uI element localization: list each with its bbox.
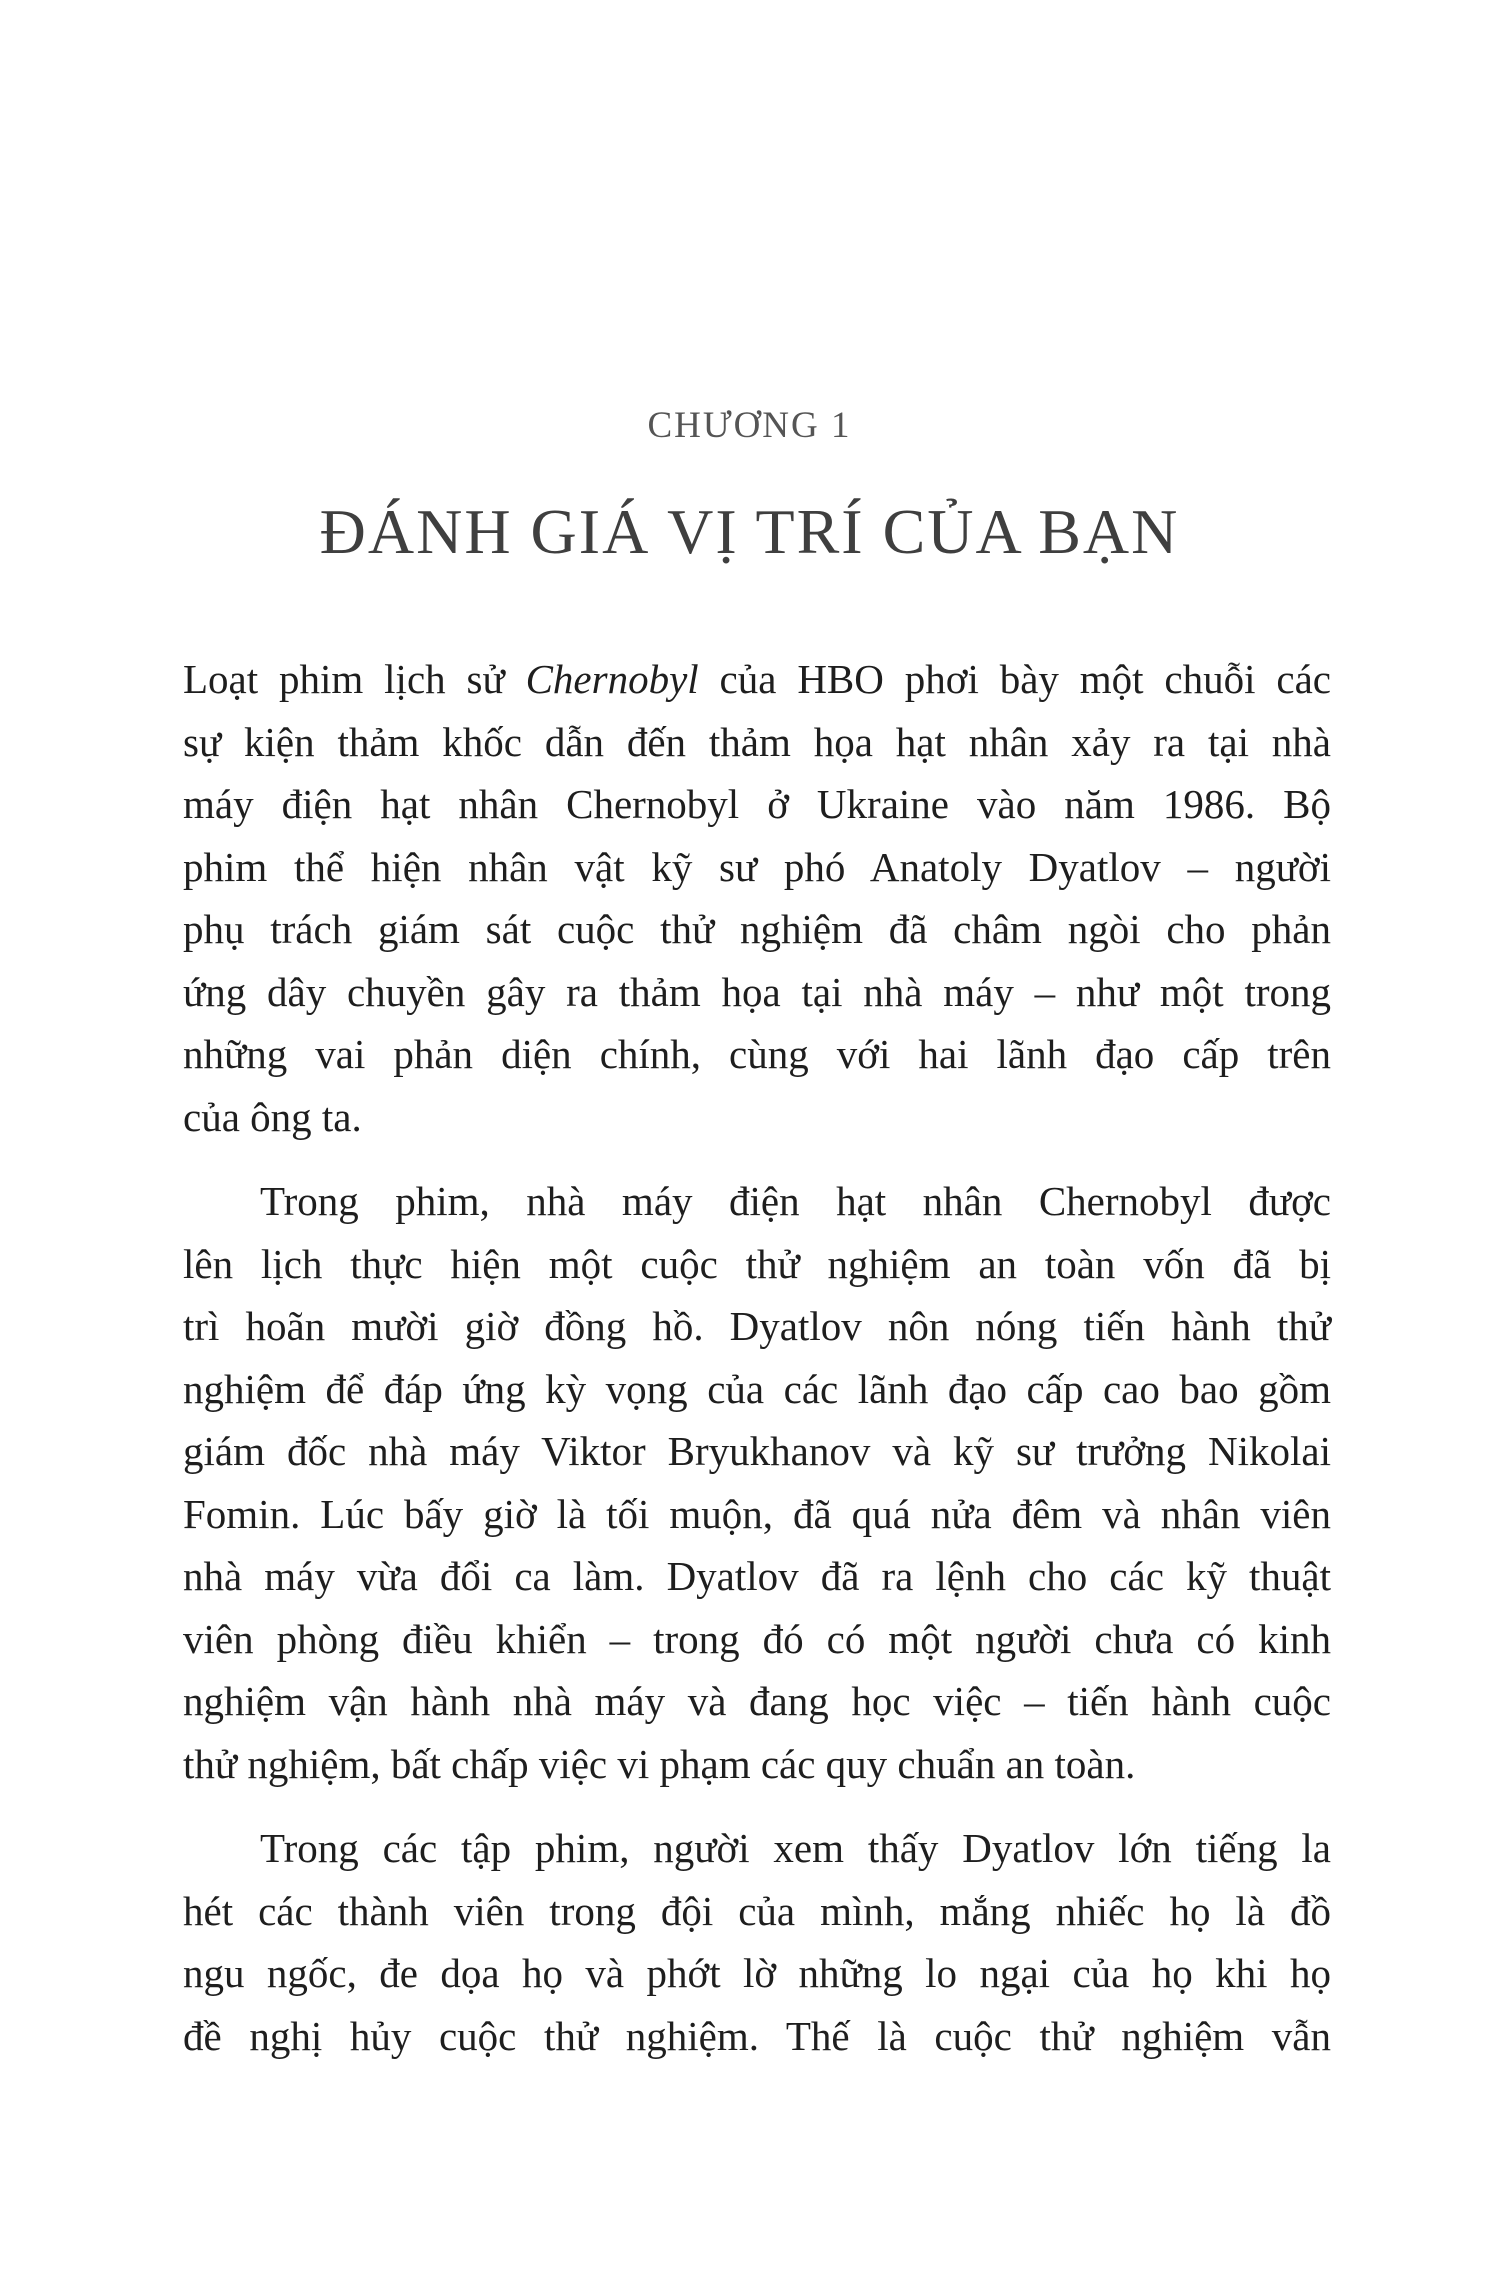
- text-line: lên lịch thực hiện một cuộc thử nghiệm an toàn vốn đã bị: [183, 1240, 1331, 1287]
- text-line: giám đốc nhà máy Viktor Bryukhanov và kỹ sư trưởng Nikolai: [183, 1428, 1331, 1474]
- text-line: thử nghiệm, bất chấp việc vi phạm các quy chuẩn an toàn.: [183, 1740, 1136, 1787]
- italic-title: Chernobyl: [525, 656, 699, 702]
- text-line: phim thể hiện nhân vật kỹ sư phó Anatoly Dyatlov – người: [183, 843, 1331, 890]
- text-line: sự kiện thảm khốc dẫn đến thảm họa hạt nhân xảy ra tại nhà: [183, 718, 1331, 765]
- text-line: nghiệm vận hành nhà máy và đang học việc – tiến hành cuộc: [183, 1678, 1331, 1724]
- chapter-title: ĐÁNH GIÁ VỊ TRÍ CỦA BẠN: [319, 496, 1180, 567]
- text-line: những vai phản diện chính, cùng với hai lãnh đạo cấp trên: [183, 1031, 1331, 1077]
- text-line: đề nghị hủy cuộc thử nghiệm. Thế là cuộc thử nghiệm vẫn: [183, 2012, 1331, 2059]
- text-line: phụ trách giám sát cuộc thử nghiệm đã châm ngòi cho phản: [183, 906, 1331, 952]
- paragraph-1: [183, 648, 1331, 1148]
- text-line: hét các thành viên trong đội của mình, mắng nhiếc họ là đồ: [183, 1887, 1331, 1934]
- text-line: nghiệm để đáp ứng kỳ vọng của các lãnh đạo cấp cao bao gồm: [183, 1365, 1331, 1412]
- text-line: máy điện hạt nhân Chernobyl ở Ukraine vào năm 1986. Bộ: [183, 781, 1331, 827]
- text-line: nhà máy vừa đổi ca làm. Dyatlov đã ra lệnh cho các kỹ thuật: [183, 1553, 1331, 1599]
- text-line: của ông ta.: [183, 1093, 362, 1140]
- text-line: Loạt phim lịch sử Chernobyl của HBO phơi bày một chuỗi các: [183, 656, 1331, 702]
- text-line: Fomin. Lúc bấy giờ là tối muộn, đã quá nửa đêm và nhân viên: [183, 1490, 1331, 1537]
- paragraph-3: [183, 1817, 1331, 2067]
- paragraph-2: [183, 1170, 1331, 1795]
- text-line: trì hoãn mười giờ đồng hồ. Dyatlov nôn nóng tiến hành thử: [183, 1303, 1331, 1349]
- text-line: Trong các tập phim, người xem thấy Dyatlov lớn tiếng la: [260, 1825, 1331, 1871]
- body-text: [183, 648, 1331, 2067]
- chapter-label: CHƯƠNG 1: [647, 405, 852, 446]
- text-line: viên phòng điều khiển – trong đó có một người chưa có kinh: [183, 1615, 1331, 1662]
- text-line: ứng dây chuyền gây ra thảm họa tại nhà máy – như một trong: [183, 968, 1331, 1015]
- text-line: ngu ngốc, đe dọa họ và phớt lờ những lo ngại của họ khi họ: [183, 1950, 1331, 1996]
- text-line: Trong phim, nhà máy điện hạt nhân Chernobyl được: [260, 1178, 1331, 1224]
